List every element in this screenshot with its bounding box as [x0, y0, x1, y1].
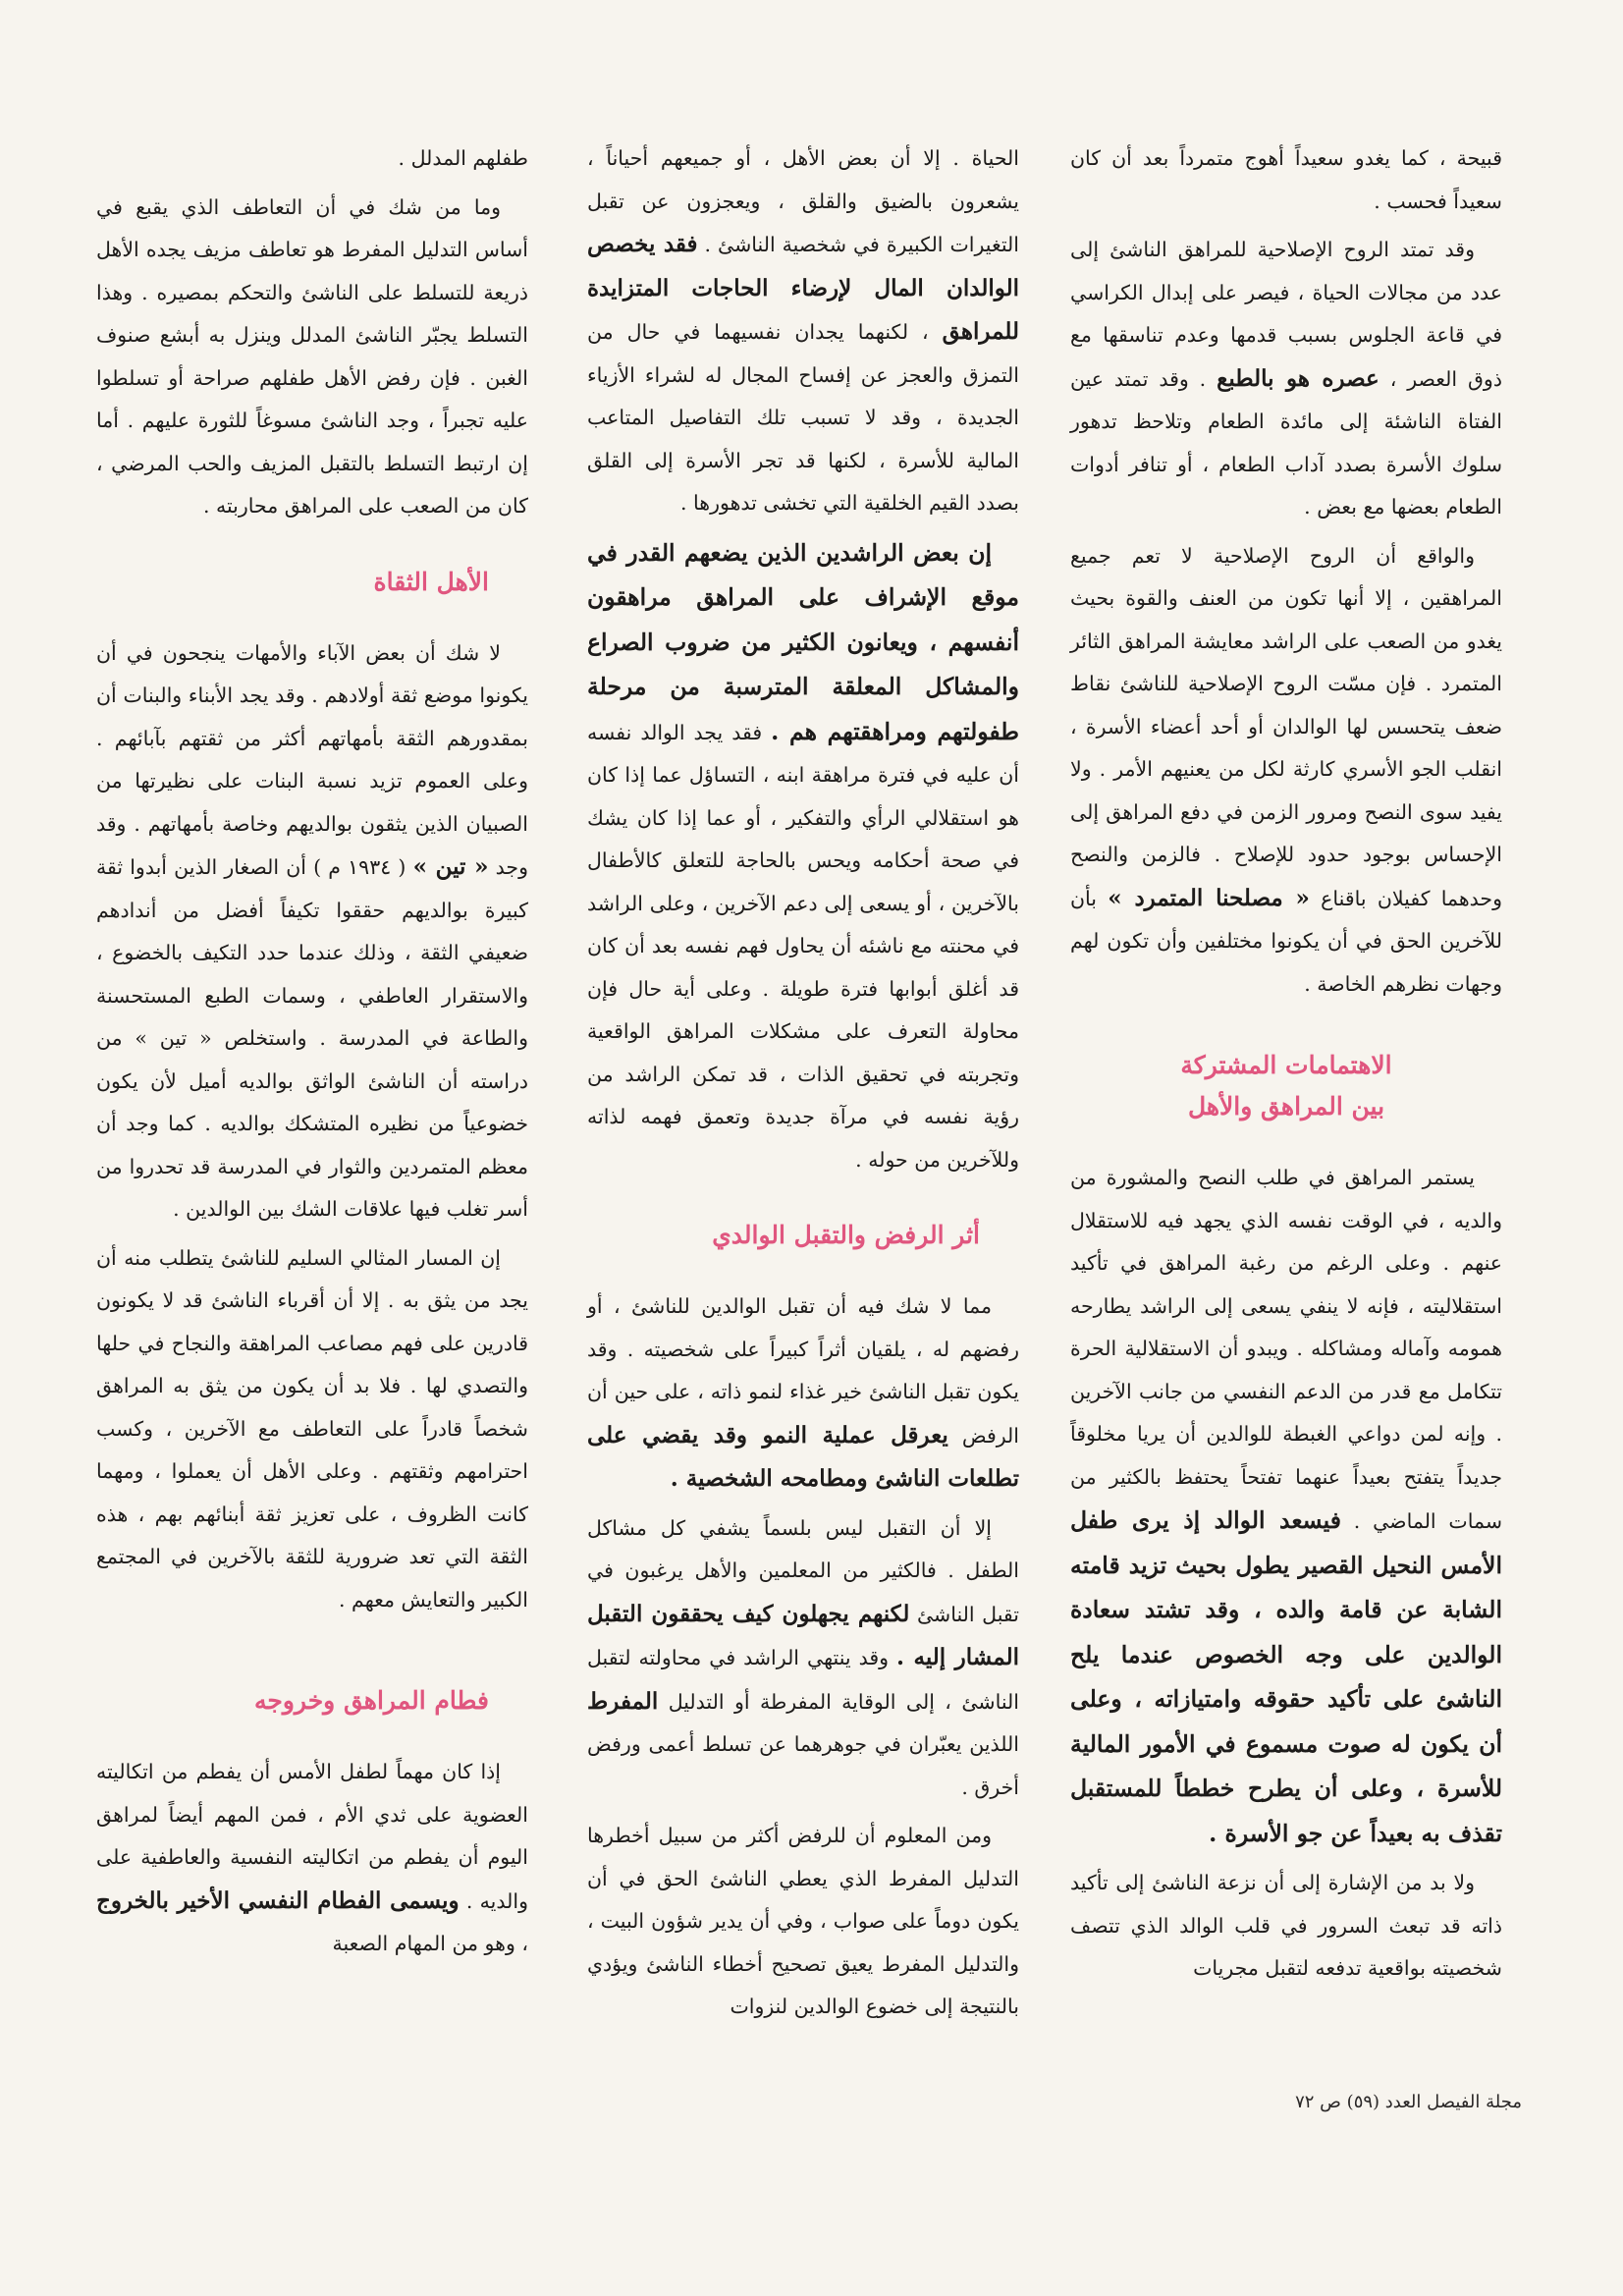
paragraph: الحياة . إلا أن بعض الأهل ، أو جميعهم أحياناً ، يشعرون بالضيق والقلق ، ويعجزون عن تقبل التغيرات الكبيرة في شخصية الناشئ . فقد يخصص الوالدان المال لإرضاء الحاجات المتزايدة للمراهق ، لكنهما يجدان نفسيهما في حال من التمزق والعجز عن إفساح المجال له لشراء الأزياء الجديدة ، وقد لا تسبب تلك التفاصيل المتاعب المالية للأسرة ، لكنها قد تجر الأسرة إلى القلق بصدد القيم الخلقية التي تخشى تدهورها . — [587, 146, 1019, 515]
paragraph: والواقع أن الروح الإصلاحية لا تعم جميع المراهقين ، إلا أنها تكون من العنف والقوة بحيث يغدو من الصعب على الراشد معايشة المراهق الثائر المتمرد . فإن مسّت الروح الإصلاحية للناشئ نقاط ضعف يتحسس لها الوالدان أو أحد أعضاء الأسرة ، انقلب الجو الأسري كارثة لكل من يعنيهم الأمر . ولا يفيد سوى النصح ومرور الزمن في دفع المراهق إلى الإحساس بوجود حدود للإصلاح . فالزمن والنصح وحدهما كفيلان باقناع « مصلحنا المتمرد » بأن للآخرين الحق في أن يكونوا مختلفين وأن تكون لهم وجهات نظرهم الخاصة . — [1070, 543, 1502, 996]
bold-phrase: فقد يخصص الوالدان المال لإرضاء الحاجات المتزايدة للمراهق — [587, 231, 1019, 345]
section-heading: فطام المراهق وخروجه — [253, 1686, 489, 1715]
paragraph: مما لا شك فيه أن تقبل الوالدين للناشئ ، أو رفضهم له ، يلقيان أثراً كبيراً على شخصيته . وقد يكون تقبل الناشئ خير غذاء لنمو ذاته ، على حين أن الرفض يعرقل عملية النمو وقد يقضي على تطلعات الناشئ ومطامحه الشخصية . — [587, 1294, 1019, 1492]
paragraph: ولا بد من الإشارة إلى أن نزعة الناشئ إلى تأكيد ذاته قد تبعث السرور في قلب الوالد الذي تتصف شخصيته بواقعية تدفعه لتقبل مجريات — [1070, 1871, 1502, 1980]
paragraph: يستمر المراهق في طلب النصح والمشورة من والديه ، في الوقت نفسه الذي يجهد فيه للاستقلال عنهم . وعلى الرغم من رغبة المراهق في تأكيد استقلاليته ، فإنه لا ينفي يسعى إلى الراشد يطارحه همومه وآماله ومشاكله . ويبدو أن الاستقلالية الحرة تتكامل مع قدر من الدعم النفسي من جانب الآخرين . وإنه لمن دواعي الغبطة للوالدين أن يريا مخلوقاً جديداً يتفتح بعيداً عنهما تفتحاً يحتفظ بالكثير من سمات الماضي . فيسعد الوالد إذ يرى طفل الأمس النحيل القصير يطول بحيث تزيد قامته الشابة عن قامة والده ، وقد تشتد سعادة الوالدين على وجه الخصوص عندما يلح الناشئ على تأكيد حقوقه وامتيازاته ، وعلى أن يكون له صوت مسموع في الأمور المالية للأسرة ، وعلى أن يطرح خططاً للمستقبل تقذف به بعيداً عن جو الأسرة . — [1070, 1166, 1503, 1847]
paragraph: إن المسار المثالي السليم للناشئ يتطلب منه أن يجد من يثق به . إلا أن أقرباء الناشئ قد لا يكونون قادرين على فهم مصاعب المراهقة والنجاح في حلها والتصدي لها . فلا بد أن يكون من يثق به المراهق شخصاً قادراً على التعاطف مع الآخرين ، وكسب احترامهم وثقتهم . وعلى الأهل أن يعملوا ، ومهما كانت الظروف ، على تعزيز ثقة أبنائهم بهم ، هذه الثقة التي تعد ضرورية للثقة بالآخرين في المجتمع الكبير والتعايش معهم . — [96, 1245, 528, 1612]
bold-phrase: « مصلحنا المتمرد » — [1108, 884, 1310, 911]
paragraph: إلا أن التقبل ليس بلسماً يشفي كل مشاكل الطفل . فالكثير من المعلمين والأهل يرغبون في تقبل الناشئ لكنهم يجهلون كيف يحققون التقبل المشار إليه . وقد ينتهي الراشد في محاولته لتقبل الناشئ ، إلى الوقاية المفرطة أو التدليل المفرط اللذين يعبّران في جوهرهما عن تسلط أعمى ورفض أخرق . — [587, 1515, 1019, 1799]
paragraph: إن بعض الراشدين الذين يضعهم القدر في موقع الإشراف على المراهق مراهقون أنفسهم ، ويعانون الكثير من ضروب الصراع والمشاكل المعلقة المترسبة من مرحلة طفولتهم ومراهقتهم هم . فقد يجد الوالد نفسه أن عليه في فترة مراهقة ابنه ، التساؤل عما إذا كان هو استقلالي الرأي والتفكير ، أو عما إذا كان يشك في صحة أحكامه ويحس بالحاجة للتعلق كالأطفال بالآخرين ، أو يسعى إلى دعم الآخرين ، وعلى الراشد في محنته مع ناشئه أن يحاول فهم نفسه بعد أن كان قد أغلق أبوابها فترة طويلة . وعلى أية حال فإن محاولة التعرف على مشكلات المراهق الواقعية وتجربته في تحقيق الذات ، قد تمكن الراشد من رؤية نفسه في مرآة جديدة وتعمق فهمه لذاته وللآخرين من حوله . — [587, 538, 1019, 1172]
bold-phrase: فيسعد الوالد إذ يرى طفل الأمس النحيل القصير يطول بحيث تزيد قامته الشابة عن قامة والده ، وقد تشتد سعادة الوالدين على وجه الخصوص عندما يلح الناشئ على تأكيد حقوقه وامتيازاته ، وعلى أن يكون له صوت مسموع في الأمور المالية للأسرة ، وعلى أن يطرح خططاً للمستقبل تقذف به بعيداً عن جو الأسرة . — [1070, 1506, 1502, 1847]
bold-phrase: « تين » — [412, 853, 489, 880]
section-heading: الاهتمامات المشتركة بين المراهق والأهل — [1180, 1051, 1392, 1121]
section-heading: الأهل الثقاة — [373, 567, 489, 596]
paragraph: طفلهم المدلل . — [398, 146, 528, 170]
section-heading: أثر الرفض والتقبل الوالدي — [712, 1221, 980, 1249]
paragraph: إذا كان مهماً لطفل الأمس أن يفطم من اتكاليته العضوية على ثدي الأم ، فمن المهم أيضاً لمراهق اليوم أن يفطم من اتكاليته النفسية والعاطفية على والديه . ويسمى الفطام النفسي الأخير بالخروج ، وهو من المهام الصعبة — [96, 1760, 528, 1955]
column-middle — [587, 137, 1019, 2035]
paragraph: لا شك أن بعض الآباء والأمهات ينجحون في أن يكونوا موضع ثقة أولادهم . وقد يجد الأبناء والبنات أن بمقدورهم الثقة بأمهاتهم أكثر من ثقتهم بآبائهم . وعلى العموم تزيد نسبة البنات على نظيرتها من الصبيان الذين يثقون بوالديهم وخاصة بأمهاتهم . وقد وجد « تين » ( ١٩٣٤ م ) أن الصغار الذين أبدوا ثقة كبيرة بوالديهم حققوا تكيفاً أفضل من أندادهم ضعيفي الثقة ، وذلك عندما حدد التكيف بالخضوع ، والاستقرار العاطفي ، وسمات الطبع المستحسنة والطاعة في المدرسة . واستخلص « تين » من دراسته أن الناشئ الواثق بوالديه أميل لأن يكون خضوعياً من نظيره المتشكك بوالديه . كما وجد أن معظم المتمردين والثوار في المدرسة قد تحدروا من أسر تغلب فيها علاقات الشك بين الوالدين . — [96, 640, 528, 1221]
bold-phrase: عصره هو بالطبع — [1217, 364, 1380, 392]
bold-phrase: ويسمى الفطام النفسي الأخير بالخروج — [96, 1886, 460, 1914]
paragraph: قبيحة ، كما يغدو سعيداً أهوج متمرداً بعد أن كان سعيداً فحسب . — [1070, 146, 1502, 213]
bold-phrase: المفرط — [587, 1687, 659, 1715]
bold-phrase: إن بعض الراشدين الذين يضعهم القدر في موقع الإشراف على المراهق مراهقون أنفسهم ، ويعانون الكثير من ضروب الصراع والمشاكل المعلقة المترسبة من مرحلة طفولتهم ومراهقتهم هم . — [587, 538, 1019, 745]
column-left — [96, 137, 528, 1972]
bold-phrase: لكنهم يجهلون كيف يحققون التقبل المشار إليه . — [587, 1600, 1019, 1670]
column-right — [1070, 137, 1502, 1996]
paragraph: وما من شك في أن التعاطف الذي يقبع في أساس التدليل المفرط هو تعاطف مزيف يجده الأهل ذريعة للتسلط على الناشئ والتحكم بمصيره . وهذا التسلط يجبّر الناشئ المدلل وينزل به أبشع صنوف الغبن . فإن رفض الأهل طفلهم صراحة أو تسلطوا عليه تجبراً ، وجد الناشئ مسوغاً للثورة عليهم . أما إن ارتبط التسلط بالتقبل المزيف والحب المرضي ، كان من الصعب على المراهق محاربته . — [96, 194, 528, 518]
bold-phrase: يعرقل عملية النمو وقد يقضي على تطلعات الناشئ ومطامحه الشخصية . — [587, 1421, 1019, 1492]
page-footer: مجلة الفيصل العدد (٥٩) ص ٧٢ — [1295, 2092, 1522, 2112]
paragraph: ومن المعلوم أن للرفض أكثر من سبيل أخطرها التدليل المفرط الذي يعطي الناشئ الحق في أن يكون دوماً على صواب ، وفي أن يدير شؤون البيت ، والتدليل المفرط يعيق تصحيح أخطاء الناشئ ويؤدي بالنتيجة إلى خضوع الوالدين لنزوات — [587, 1824, 1019, 2018]
paragraph: وقد تمتد الروح الإصلاحية للمراهق الناشئ إلى عدد من مجالات الحياة ، فيصر على إبدال الكراسي في قاعة الجلوس بسبب قدمها وعدم تناسقها مع ذوق العصر ، عصره هو بالطبع . وقد تمتد عين الفتاة الناشئة إلى مائدة الطعام وتلاحظ تدهور سلوك الأسرة بصدد آداب الطعام ، أو تنافر أدوات الطعام بعضها مع بعض . — [1070, 238, 1502, 519]
